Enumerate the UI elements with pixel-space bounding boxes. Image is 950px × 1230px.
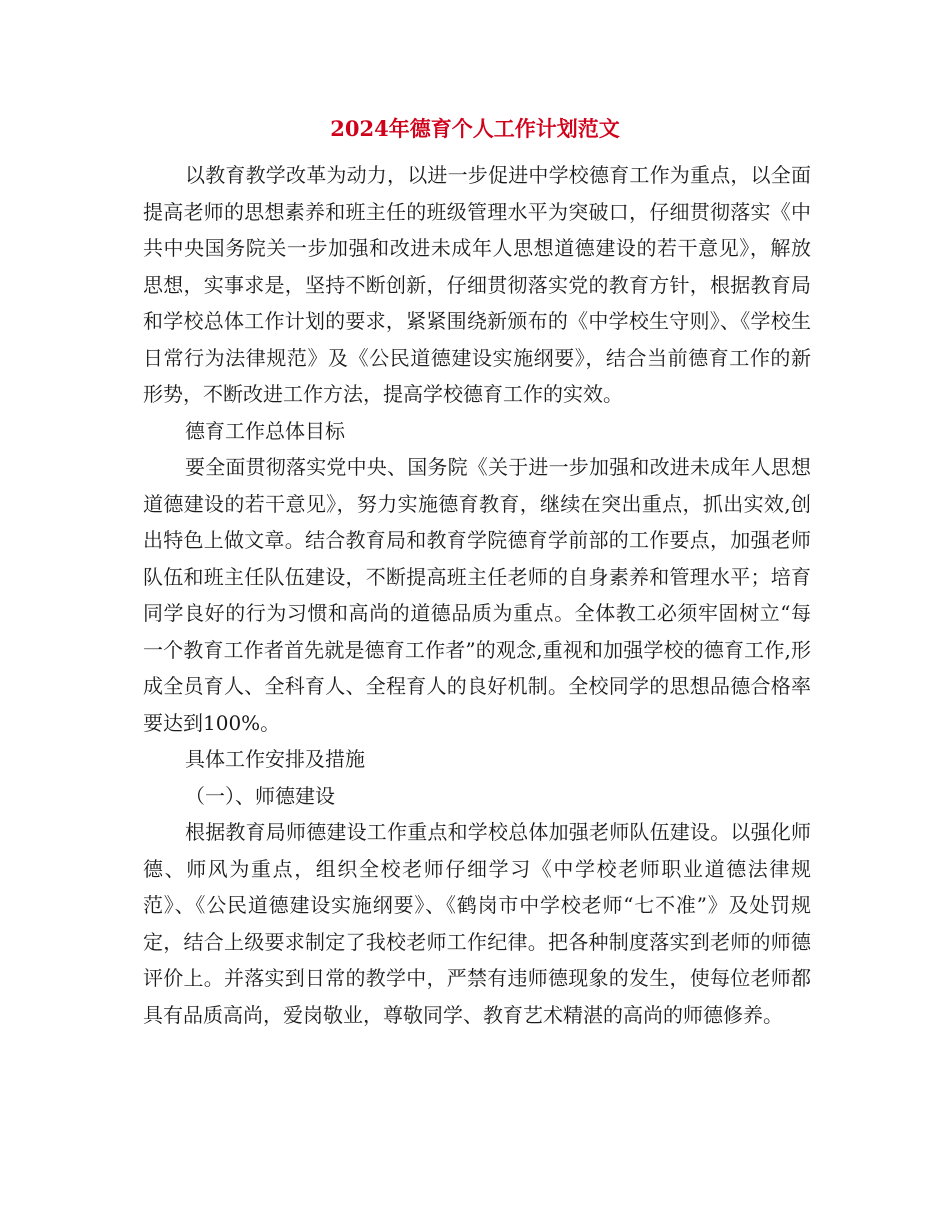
section-heading-measures: 具体工作安排及措施 [185, 747, 365, 771]
intro-paragraph: 以教育教学改革为动力，以进一步促进中学校德育工作为重点，以全面提高老师的思想素养和班主任的班级管理水平为突破口，仔细贯彻落实《中共中央国务院关一步加强和改进未成年人思想道德建设的若干意见》，解放思想，实事求是，坚持不断创新，仔细贯彻落实党的教育方针，根据教育局和学校总体工作计划的要求，紧紧围绕新颁布的《中学校生守则》、《学校生日常行为法律规范》及《公民道德建设实施纲要》，结合当前德育工作的新形势，不断改进工作方法，提高学校德育工作的实效。 [143, 163, 811, 406]
document-body [143, 157, 811, 1033]
goals-paragraph: 要全面贯彻落实党中央、国务院《关于进一步加强和改进未成年人思想道德建设的若干意见》，努力实施德育教育，继续在突出重点，抓出实效,创出特色上做文章。结合教育局和教育学院德育学前部的工作要点，加强老师队伍和班主任队伍建设，不断提高班主任老师的自身素养和管理水平；培育同学良好的行为习惯和高尚的道德品质为重点。全体教工必须牢固树立“每一个教育工作者首先就是德育工作者”的观念,重视和加强学校的德育工作,形成全员育人、全科育人、全程育人的良好机制。全校同学的思想品德合格率要达到100%。 [143, 455, 811, 735]
ethics-paragraph: 根据教育局师德建设工作重点和学校总体加强老师队伍建设。以强化师德、师风为重点，组织全校老师仔细学习《中学校老师职业道德法律规范》、《公民道德建设实施纲要》、《鹤岗市中学校老师“七不准”》及处罚规定，结合上级要求制定了我校老师工作纪律。把各种制度落实到老师的师德评价上。并落实到日常的教学中，严禁有违师德现象的发生，使每位老师都具有品质高尚，爱岗敬业，尊敬同学、教育艺术精湛的高尚的师德修养。 [143, 820, 811, 1027]
subsection-heading-ethics: （一）、师德建设 [185, 783, 335, 808]
section-heading-goals: 德育工作总体目标 [185, 418, 345, 443]
document-title: 2024年德育个人工作计划范文 [330, 116, 620, 141]
